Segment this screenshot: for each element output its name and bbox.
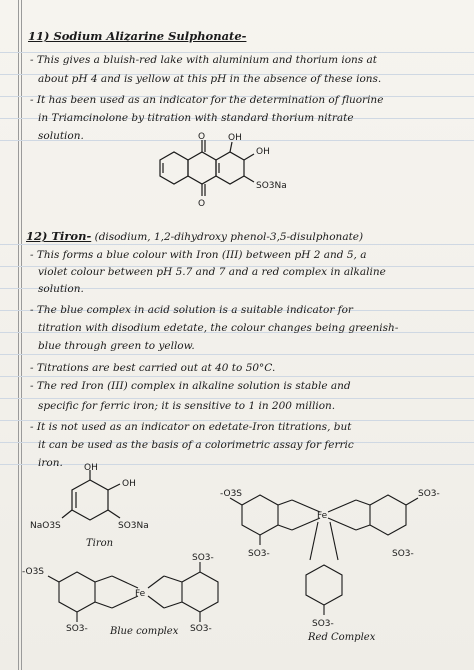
section-11-line: about pH 4 and is yellow at this pH in the absence of these ions. xyxy=(38,73,382,85)
blue-label-so3-bottom-right: SO3- xyxy=(190,624,212,632)
red-label-o3s: -O3S xyxy=(220,489,243,499)
red-label-so3-bottom: SO3- xyxy=(312,619,334,629)
tiron-structure xyxy=(30,462,180,542)
margin-line xyxy=(18,0,19,670)
tiron-label-so3na: SO3Na xyxy=(118,521,149,531)
section-12-line: - The blue complex in acid solution is a suitable indicator for xyxy=(30,304,353,316)
ruled-line xyxy=(0,398,474,399)
section-11-line: - This gives a bluish-red lake with aluminium and thorium ions at xyxy=(30,54,378,66)
section-12-line: blue through green to yellow. xyxy=(38,340,195,352)
blue-label-so3-top: SO3- xyxy=(192,553,214,563)
section-12-title: 12) Tiron- xyxy=(26,229,92,243)
section-12-line: it can be used as the basis of a colorimetric assay for ferric xyxy=(38,439,354,451)
ruled-line xyxy=(0,52,474,53)
tiron-caption: Tiron xyxy=(86,538,114,549)
tiron-label-nao3s: NaO3S xyxy=(30,521,61,531)
section-12-line: - The red Iron (III) complex in alkaline solution is stable and xyxy=(30,380,351,392)
alizarine-structure xyxy=(140,130,300,220)
section-12-heading xyxy=(26,230,363,244)
structure-label-so3na: SO3Na xyxy=(256,181,287,191)
section-12-line: violet colour between pH 5.7 and 7 and a red complex in alkaline xyxy=(38,266,386,278)
red-label-so3: SO3- xyxy=(418,489,440,499)
red-label-so3-bottom-right: SO3- xyxy=(392,549,414,559)
section-11-line: in Triamcinolone by titration with standard thorium nitrate xyxy=(38,112,354,124)
ruled-line xyxy=(0,354,474,355)
blue-label-fe: Fe xyxy=(135,589,146,599)
structure-label-o: O xyxy=(198,199,206,209)
blue-label-o3s: -O3S xyxy=(22,567,45,577)
blue-label-so3-bottom-left: SO3- xyxy=(66,624,88,632)
section-12-line: - Titrations are best carried out at 40 to 50°C. xyxy=(30,362,276,374)
blue-complex-structure xyxy=(22,552,252,632)
section-11-line: solution. xyxy=(38,130,84,142)
section-12-line: - It is not used as an indicator on edetate-Iron titrations, but xyxy=(30,421,352,433)
structure-label-oh: OH xyxy=(256,147,270,157)
ruled-line xyxy=(0,244,474,245)
red-label-so3-bottom-left: SO3- xyxy=(248,549,270,559)
blue-complex-caption: Blue complex xyxy=(110,626,179,637)
red-label-fe: Fe xyxy=(317,511,328,521)
section-11-heading: 11) Sodium Alizarine Sulphonate- xyxy=(28,29,247,43)
structure-label-o: O xyxy=(198,132,206,142)
section-12-line: titration with disodium edetate, the colour changes being greenish- xyxy=(38,322,399,334)
section-12-subtitle: (disodium, 1,2-dihydroxy phenol-3,5-disulphonate) xyxy=(94,231,364,243)
section-12-line: - This forms a blue colour with Iron (III) between pH 2 and 5, a xyxy=(30,249,367,261)
structure-label-oh: OH xyxy=(228,133,242,143)
section-12-line: solution. xyxy=(38,283,84,295)
tiron-label-oh: OH xyxy=(84,463,98,473)
section-12-line: specific for ferric iron; it is sensitive to 1 in 200 million. xyxy=(38,400,336,412)
ruled-line xyxy=(0,376,474,377)
section-11-line: - It has been used as an indicator for the determination of fluorine xyxy=(30,94,384,106)
red-complex-caption: Red Complex xyxy=(308,632,376,643)
tiron-label-oh: OH xyxy=(122,479,136,489)
section-12-line: iron. xyxy=(38,457,63,469)
red-complex-structure xyxy=(220,470,470,640)
